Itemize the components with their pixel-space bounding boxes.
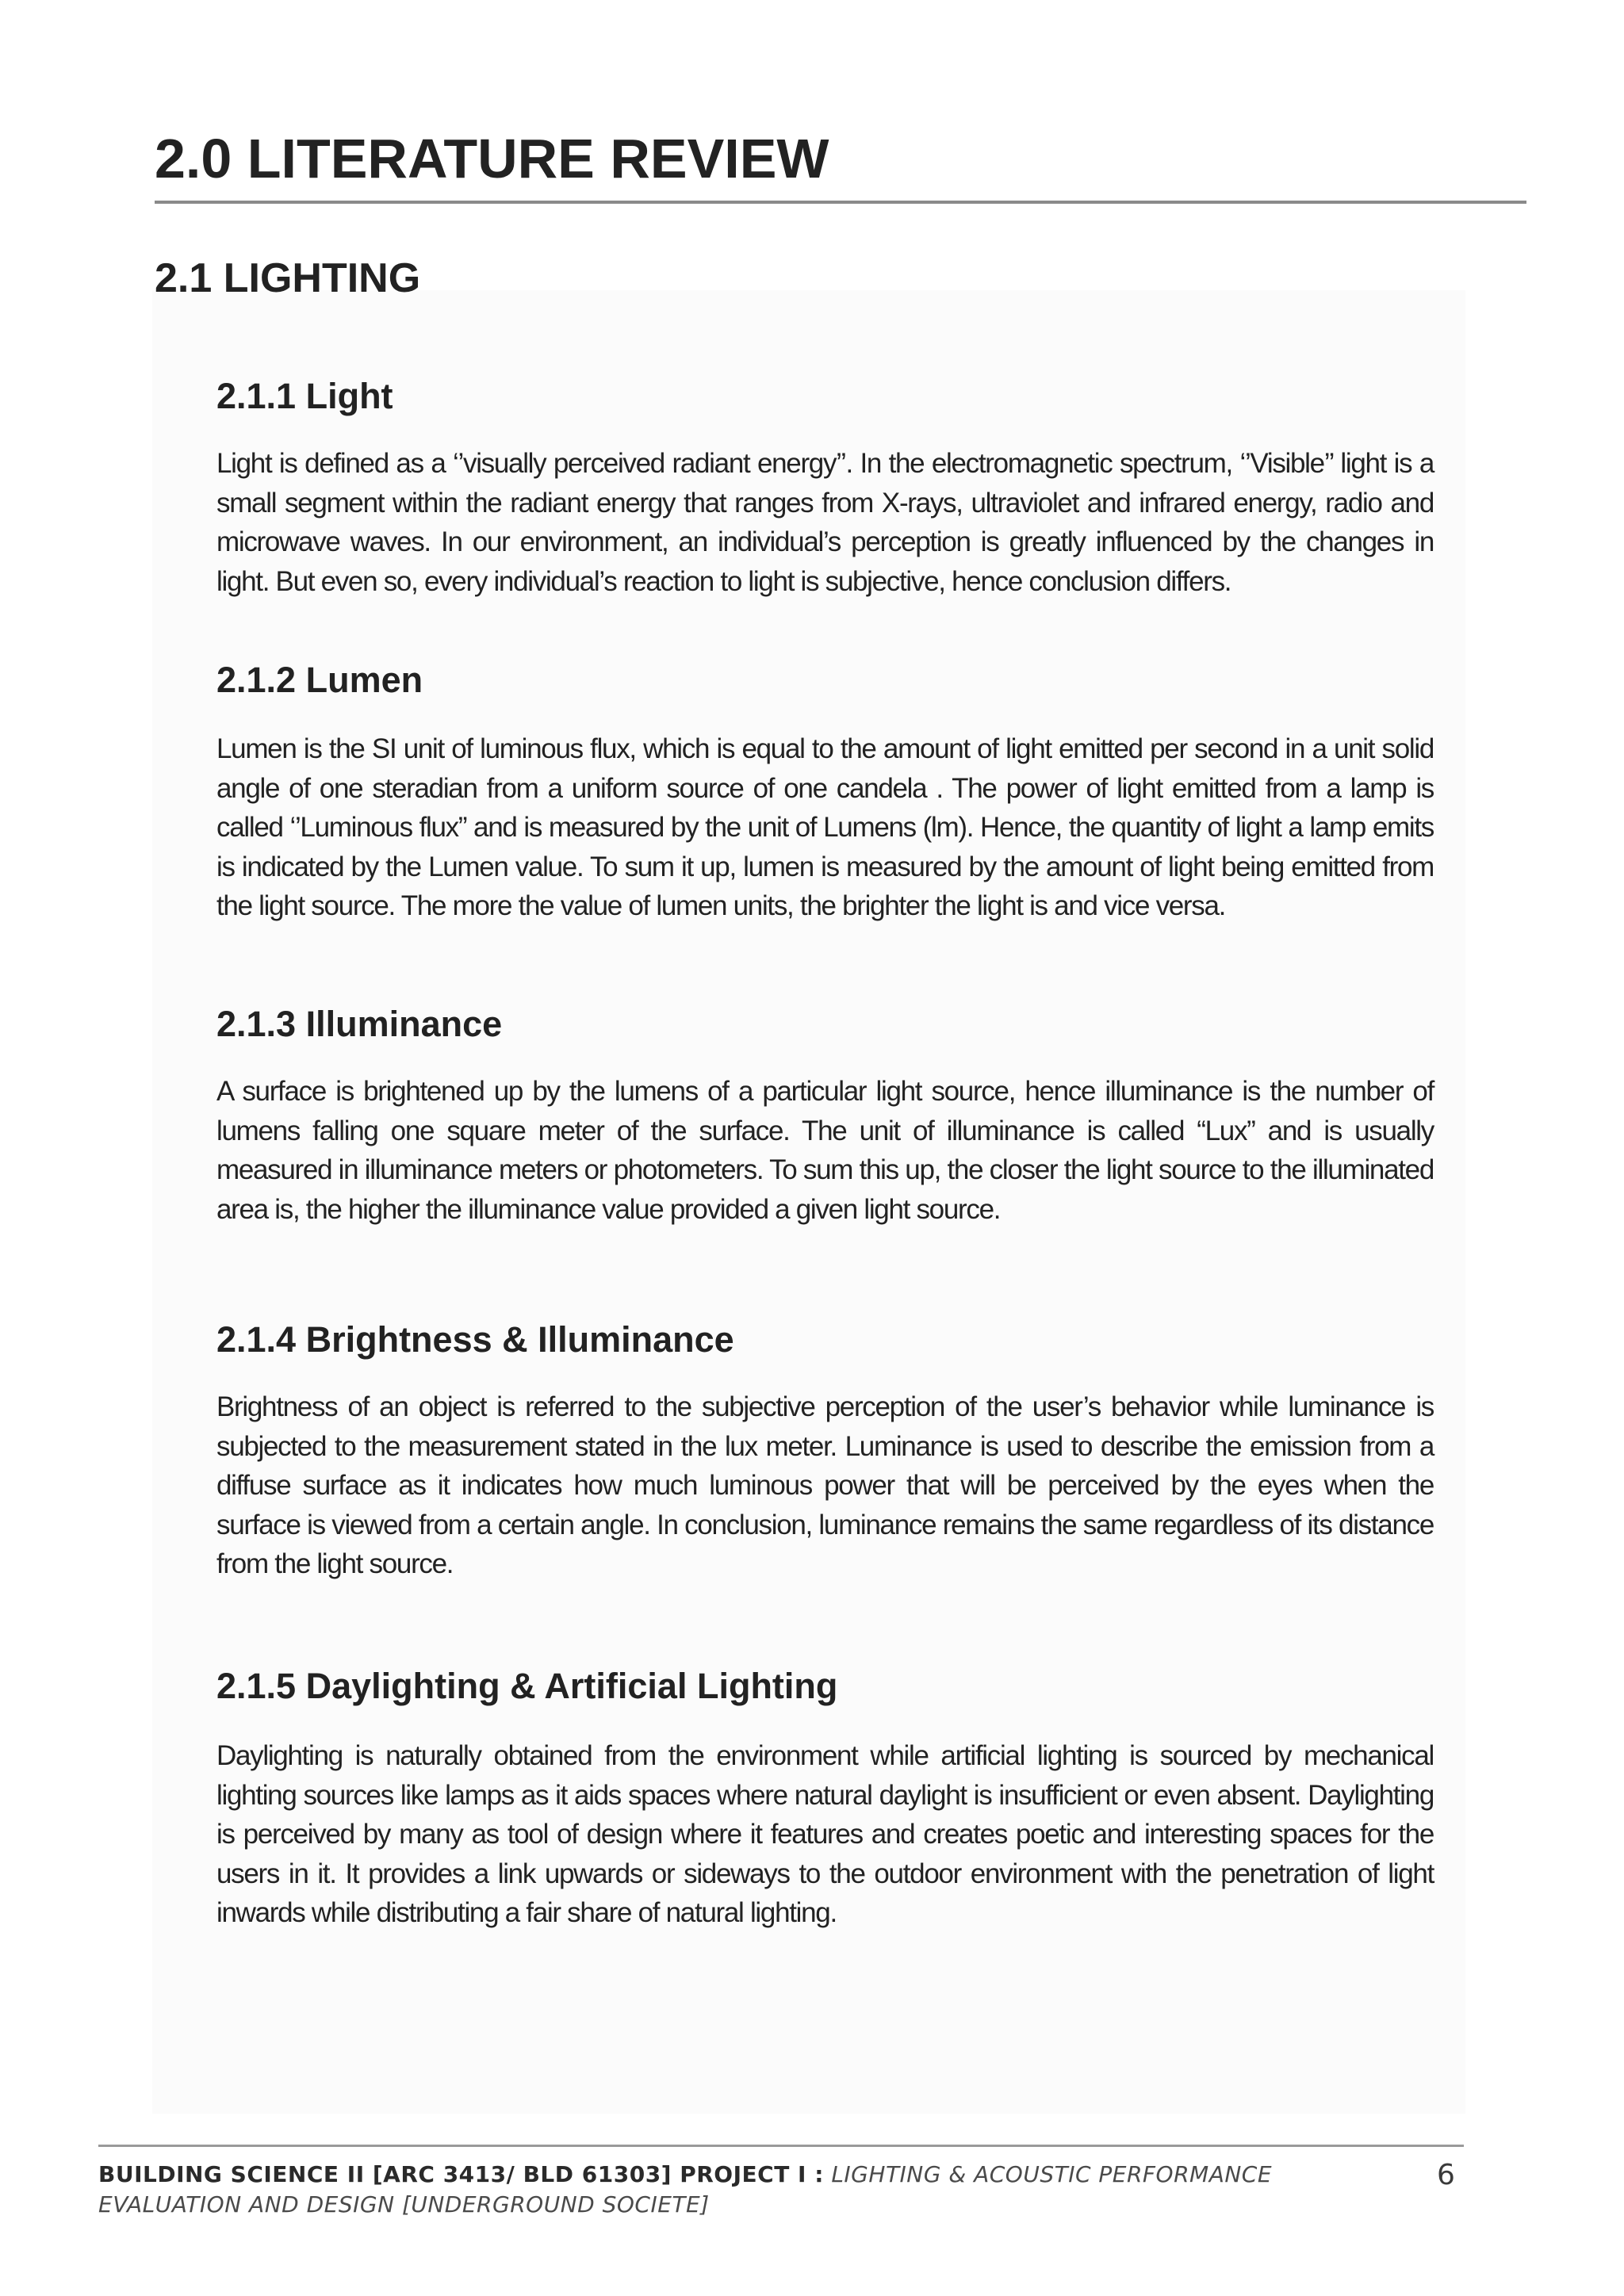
subsection-title: 2.1.4 Brightness & Illuminance: [216, 1319, 734, 1360]
footer-caption: [98, 2160, 1407, 2220]
subsection-title: 2.1.1 Light: [216, 376, 393, 416]
footer-divider: [98, 2145, 1464, 2147]
subsection-paragraph: A surface is brightened up by the lumens of a particular light source, hence illuminance is the number of lumens falling one square meter of the surface. The unit of illuminance is called “Lux” and is usually measured in illuminance meters or photometers. To sum this up, the closer the light source to the illuminated area is, the higher the illuminance value provided a given light source.: [216, 1076, 1434, 1225]
subsection-paragraph: Light is defined as a ‘’visually perceived radiant energy’’. In the electromagnetic spectrum, ‘’Visible’’ light is a small segment within the radiant energy that ranges from X-rays, ultraviolet and infrared energy, radio and microwave waves. In our environment, an individual’s perception is greatly influenced by the changes in light. But even so, every individual’s reaction to light is subjective, hence conclusion differs.: [216, 448, 1434, 597]
subsection-title: 2.1.5 Daylighting & Artificial Lighting: [216, 1666, 838, 1706]
section-title: 2.1 LIGHTING: [155, 255, 421, 301]
subsection-paragraph: Brightness of an object is referred to the subjective perception of the user’s behavior while luminance is subjected to the measurement stated in the lux meter. Luminance is used to describe the emission from a diffuse surface as it indicates how much luminous power that will be perceived by the eyes when the surface is viewed from a certain angle. In conclusion, luminance remains the same regardless of its distance from the light source.: [216, 1391, 1434, 1579]
page-number: 6: [1437, 2159, 1455, 2191]
chapter-title: 2.0 LITERATURE REVIEW: [155, 128, 829, 189]
footer-project-title: LIGHTING & ACOUSTIC PERFORMANCE EVALUATION AND DESIGN [UNDERGROUND SOCIETE]: [98, 2161, 1273, 2218]
chapter-divider: [155, 201, 1526, 204]
subsection-title: 2.1.3 Illuminance: [216, 1004, 503, 1044]
subsection-paragraph: Daylighting is naturally obtained from the environment while artificial lighting is sourced by mechanical lighting sources like lamps as it aids spaces where natural daylight is insufficient or even absent. Daylighting is perceived by many as tool of design where it features and creates poetic and interesting spaces for the users in it. It provides a link upwards or sideways to the outdoor environment with the penetration of light inwards while distributing a fair share of natural lighting.: [216, 1740, 1434, 1928]
subsection-light: [216, 373, 1434, 601]
subsection-brightness-illuminance: [216, 1316, 1434, 1584]
subsection-title: 2.1.2 Lumen: [216, 660, 423, 700]
subsection-paragraph: Lumen is the SI unit of luminous flux, which is equal to the amount of light emitted per second in a unit solid angle of one steradian from a uniform source of one candela . The power of light emitted from a lamp is called ‘’Luminous flux” and is measured by the unit of Lumens (lm). Hence, the quantity of light a lamp emits is indicated by the Lumen value. To sum it up, lumen is measured by the amount of light being emitted from the light source. The more the value of lumen units, the brighter the light is and vice versa.: [216, 733, 1434, 921]
subsection-lumen: [216, 656, 1434, 926]
subsection-illuminance: [216, 1001, 1434, 1229]
footer-course-label: BUILDING SCIENCE II [ARC 3413/ BLD 61303] PROJECT I :: [98, 2161, 824, 2187]
subsection-daylighting-artificial: [216, 1663, 1434, 1933]
